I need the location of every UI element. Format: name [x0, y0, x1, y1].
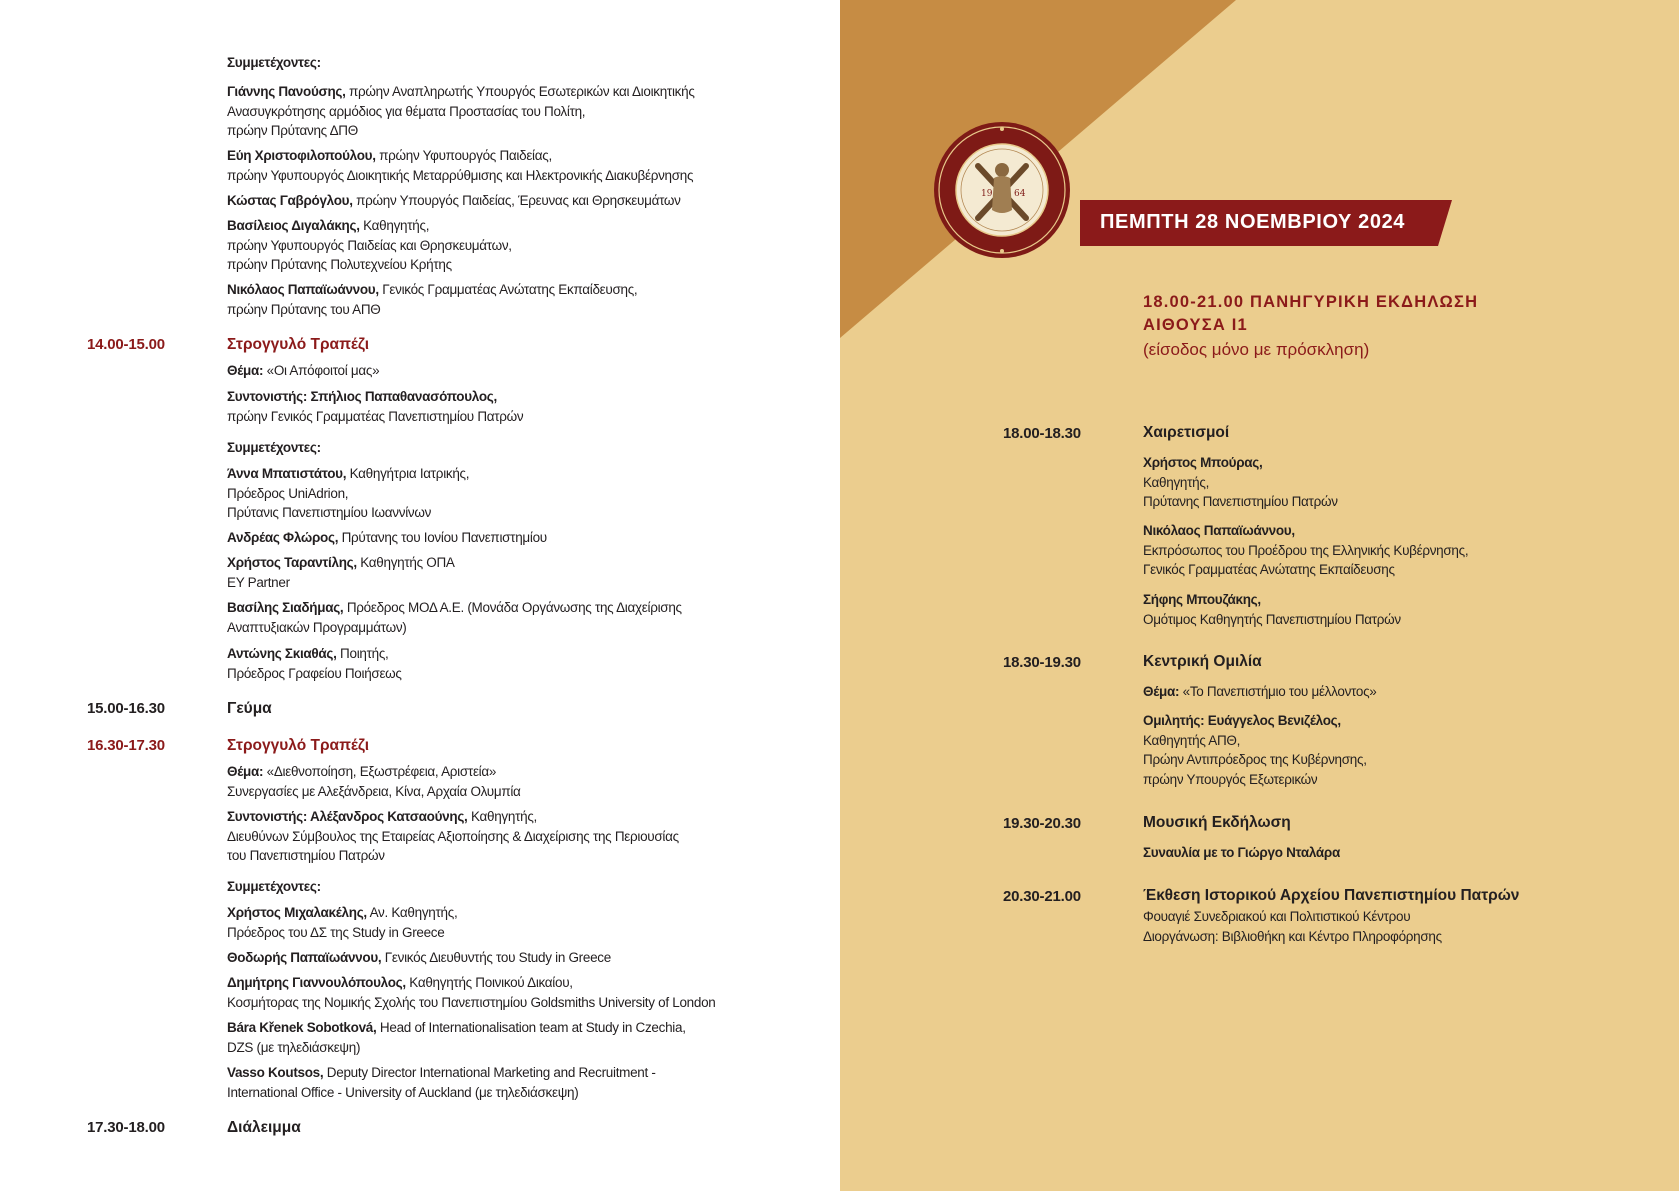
session-title: Στρογγυλό Τραπέζι — [227, 336, 369, 353]
seal-year-right: 64 — [1014, 189, 1026, 199]
session-time: 17.30-18.00 — [87, 1119, 165, 1136]
participant-entry: Bára Křenek Sobotková, Head of Internationalisation team at Study in Czechia, DZS (με τηλεδιάσκεψη) — [227, 1020, 686, 1055]
speaker-entry: Ομιλητής: Ευάγγελος Βενιζέλος, Καθηγητής ΑΠΘ, Πρώην Αντιπρόεδρος της Κυβέρνησης, πρώην Υπουργός Εξωτερικών — [1143, 713, 1367, 787]
participants-label: Συμμετέχοντες: — [227, 55, 321, 70]
event-hall: ΑΙΘΟΥΣΑ Ι1 — [1143, 316, 1248, 334]
participant-entry: Γιάννης Πανούσης, πρώην Αναπληρωτής Υπουργός Εσωτερικών και Διοικητικής Ανασυγκρότησης αρμόδιος για θέματα Προστασίας του Πολίτη, πρώην Πρύτανης ΔΠΘ — [227, 84, 695, 138]
speaker-entry: Σήφης Μπουζάκης, Ομότιμος Καθηγητής Πανεπιστημίου Πατρών — [1143, 592, 1401, 627]
session-time: 20.30-21.00 — [1003, 888, 1081, 905]
session-time: 15.00-16.30 — [87, 700, 165, 717]
event-date: ΠΕΜΠΤΗ 28 ΝΟΕΜΒΡΙΟΥ 2024 — [1100, 211, 1406, 233]
participants-label: Συμμετέχοντες: — [227, 440, 321, 455]
session-title: Κεντρική Ομιλία — [1143, 653, 1262, 670]
seal-year-left: 19 — [981, 189, 993, 199]
participant-entry: Κώστας Γαβρόγλου, πρώην Υπουργός Παιδείας, Έρευνας και Θρησκευμάτων — [227, 193, 681, 208]
session-title: Μουσική Εκδήλωση — [1143, 814, 1291, 831]
session-topic: Θέμα: «Το Πανεπιστήμιο του μέλλοντος» — [1143, 684, 1377, 699]
session-title: Διάλειμμα — [227, 1119, 301, 1136]
session-time: 18.00-18.30 — [1003, 425, 1081, 442]
participant-entry: Δημήτρης Γιαννουλόπουλος, Καθηγητής Ποινικού Δικαίου, Κοσμήτορας της Νομικής Σχολής του Πανεπιστημίου Goldsmiths University of London — [227, 975, 716, 1010]
participant-entry: Χρήστος Ταραντίλης, Καθηγητής ΟΠΑ EY Partner — [227, 555, 455, 590]
session-topic: Θέμα: «Οι Απόφοιτοί μας» — [227, 363, 380, 378]
participant-entry: Βασίλης Σιαδήμας, Πρόεδρος ΜΟΔ Α.Ε. (Μονάδα Οργάνωσης της Διαχείρισης Αναπτυξιακών Προγραμμάτων) — [227, 600, 682, 635]
session-title: Γεύμα — [227, 700, 272, 717]
session-topic: Θέμα: «Διεθνοποίηση, Εξωστρέφεια, Αριστεία» Συνεργασίες με Αλεξάνδρεια, Κίνα, Αρχαία Ολυμπία — [227, 764, 521, 799]
participant-entry: Άννα Μπατιστάτου, Καθηγήτρια Ιατρικής, Πρόεδρος UniAdrion, Πρύτανις Πανεπιστημίου Ιωαννίνων — [227, 466, 470, 520]
participant-entry: Νικόλαος Παπαϊωάννου, Γενικός Γραμματέας Ανώτατης Εκπαίδευσης, πρώην Πρύτανης του ΑΠΘ — [227, 282, 638, 317]
moderator: Συντονιστής: Αλέξανδρος Κατσαούνης, Καθηγητής, Διευθύνων Σύμβουλος της Εταιρείας Αξιοποίησης & Διαχείρισης της Περιουσίας του Πανεπιστημίου Πατρών — [227, 809, 679, 863]
university-seal-logo — [932, 120, 1072, 260]
participant-entry: Θοδωρής Παπαϊωάννου, Γενικός Διευθυντής του Study in Greece — [227, 950, 611, 965]
session-title: Έκθεση Ιστορικού Αρχείου Πανεπιστημίου Πατρών — [1143, 887, 1520, 904]
speaker-entry: Χρήστος Μπούρας, Καθηγητής, Πρύτανης Πανεπιστημίου Πατρών — [1143, 455, 1338, 509]
session-time: 18.30-19.30 — [1003, 654, 1081, 671]
session-details: Φουαγιέ Συνεδριακού και Πολιτιστικού Κέντρου Διοργάνωση: Βιβλιοθήκη και Κέντρο Πληροφόρησης — [1143, 909, 1442, 944]
participant-entry: Εύη Χριστοφιλοπούλου, πρώην Υφυπουργός Παιδείας, πρώην Υφυπουργός Διοικητικής Μεταρρύθμισης και Ηλεκτρονικής Διακυβέρνησης — [227, 148, 694, 183]
event-note: (είσοδος μόνο με πρόσκληση) — [1143, 340, 1370, 359]
session-subtitle: Συναυλία με το Γιώργο Νταλάρα — [1143, 845, 1340, 860]
moderator: Συντονιστής: Σπήλιος Παπαθανασόπουλος, πρώην Γενικός Γραμματέας Πανεπιστημίου Πατρών — [227, 389, 524, 424]
event-title: 18.00-21.00 ΠΑΝΗΓΥΡΙΚΗ ΕΚΔΗΛΩΣΗ — [1143, 293, 1479, 311]
session-time: 14.00-15.00 — [87, 336, 165, 353]
session-time: 16.30-17.30 — [87, 737, 165, 754]
participant-entry: Ανδρέας Φλώρος, Πρύτανης του Ιονίου Πανεπιστημίου — [227, 530, 547, 545]
participants-label: Συμμετέχοντες: — [227, 879, 321, 894]
session-title: Στρογγυλό Τραπέζι — [227, 737, 369, 754]
participant-entry: Βασίλειος Διγαλάκης, Καθηγητής, πρώην Υφυπουργός Παιδείας και Θρησκευμάτων, πρώην Πρύτανης Πολυτεχνείου Κρήτης — [227, 218, 512, 272]
speaker-entry: Νικόλαος Παπαϊωάννου, Εκπρόσωπος του Προέδρου της Ελληνικής Κυβέρνησης, Γενικός Γραμματέας Ανώτατης Εκπαίδευσης — [1143, 523, 1469, 577]
participant-entry: Vasso Koutsos, Deputy Director International Marketing and Recruitment - International Office - University of Auckland (με τηλεδιάσκεψη) — [227, 1065, 656, 1100]
participant-entry: Χρήστος Μιχαλακέλης, Αν. Καθηγητής, Πρόεδρος του ΔΣ της Study in Greece — [227, 905, 458, 940]
session-title: Χαιρετισμοί — [1143, 424, 1230, 441]
participant-entry: Αντώνης Σκιαθάς, Ποιητής, Πρόεδρος Γραφείου Ποιήσεως — [227, 646, 402, 681]
right-page — [840, 0, 1679, 1191]
session-time: 19.30-20.30 — [1003, 815, 1081, 832]
